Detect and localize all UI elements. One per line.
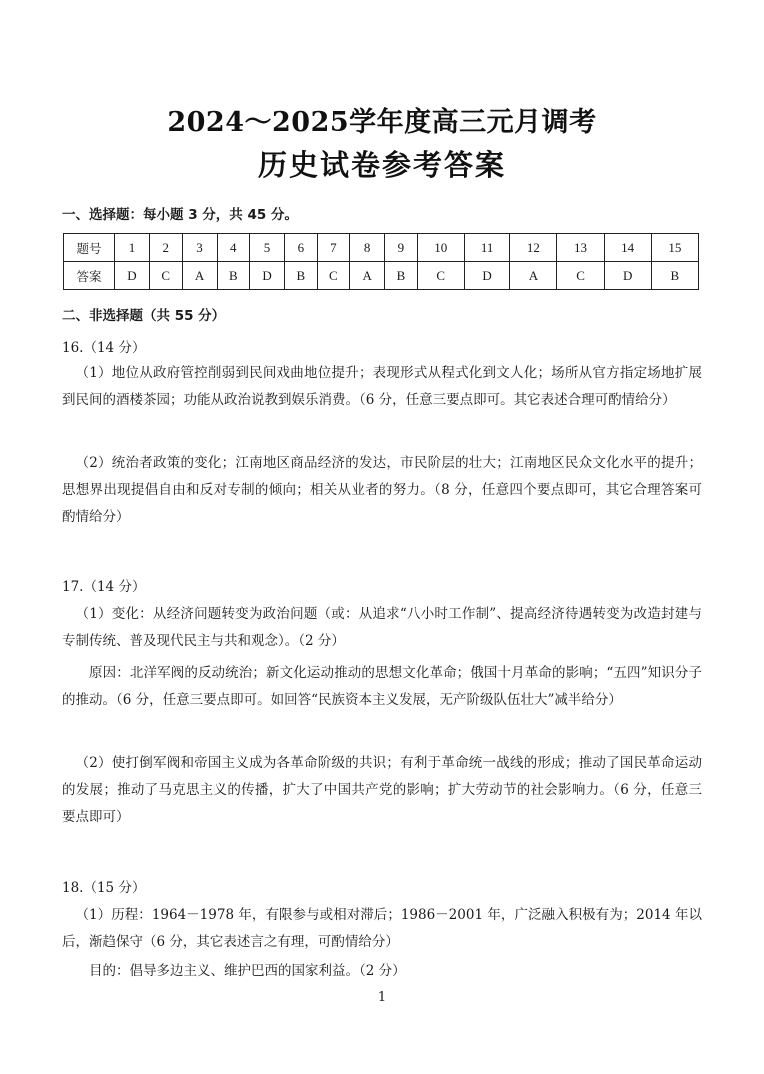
question-number: 2 xyxy=(149,234,182,262)
question-number: 9 xyxy=(385,234,418,262)
question-16-part-1: （1）地位从政府管控削弱到民间戏曲地位提升；表现形式从程式化到文人化；场所从官方指定场地扩展到民间的酒楼茶园；功能从政治说教到娱乐消费。（6 分，任意三要点即可。其它表述合理可酌情给分） xyxy=(62,365,702,408)
question-18-heading: 18.（15 分） xyxy=(62,880,146,896)
question-number: 6 xyxy=(285,234,318,262)
answer-cell: D xyxy=(464,262,510,290)
answer-cell: C xyxy=(317,262,350,290)
answer-cell: D xyxy=(604,262,651,290)
answer-cell: B xyxy=(651,262,698,290)
question-number: 15 xyxy=(651,234,698,262)
answer-cell: A xyxy=(182,262,217,290)
question-number: 10 xyxy=(417,234,464,262)
answer-row xyxy=(64,262,699,290)
answer-cell: B xyxy=(385,262,418,290)
answer-cell: C xyxy=(417,262,464,290)
answer-cell: C xyxy=(149,262,182,290)
question-18-part-1: （1）历程：1964－1978 年，有限参与或相对滞后；1986－2001 年，广泛融入积极有为；2014 年以后，渐趋保守（6 分，其它表述言之有理，可酌情给分） xyxy=(62,907,702,950)
answer-cell: D xyxy=(115,262,150,290)
question-number: 4 xyxy=(217,234,250,262)
question-number: 13 xyxy=(557,234,604,262)
question-number: 8 xyxy=(350,234,385,262)
question-17-heading: 17.（14 分） xyxy=(62,579,146,595)
row-header-number: 题号 xyxy=(64,234,115,262)
title-line-2: 历史试卷参考答案 xyxy=(257,148,506,182)
question-16-heading: 16.（14 分） xyxy=(62,340,146,356)
question-16-part-2: （2）统治者政策的变化；江南地区商品经济的发达，市民阶层的壮大；江南地区民众文化水平的提升；思想界出现提倡自由和反对专制的倾向；相关从业者的努力。（8 分，任意四个要点即可，其它合理答案可酌情给分） xyxy=(62,455,702,525)
answer-cell: A xyxy=(510,262,557,290)
question-number: 14 xyxy=(604,234,651,262)
question-number: 11 xyxy=(464,234,510,262)
question-17-part-1: （1）变化：从经济问题转变为政治问题（或：从追求“八小时工作制”、提高经济待遇转变为改造封建与专制传统、普及现代民主与共和观念）。（2 分） xyxy=(62,606,702,649)
question-number: 12 xyxy=(510,234,557,262)
question-number: 5 xyxy=(250,234,285,262)
question-number: 1 xyxy=(115,234,150,262)
answer-cell: B xyxy=(217,262,250,290)
section-1-heading: 一、选择题：每小题 3 分，共 45 分。 xyxy=(62,207,298,223)
question-number-row xyxy=(64,234,699,262)
page-number: 1 xyxy=(377,990,387,1005)
question-number: 3 xyxy=(182,234,217,262)
answer-cell: A xyxy=(350,262,385,290)
answer-cell: C xyxy=(557,262,604,290)
question-17-part-2: （2）使打倒军阀和帝国主义成为各革命阶级的共识；有利于革命统一战线的形成；推动了国民革命运动的发展；推动了马克思主义的传播，扩大了中国共产党的影响；扩大劳动节的社会影响力。（6 分，任意三要点即可） xyxy=(62,755,702,825)
answer-table xyxy=(63,233,699,290)
row-header-answer: 答案 xyxy=(64,262,115,290)
title-line-1: 2024～2025学年度高三元月调考 xyxy=(167,107,597,138)
question-18-part-1-purpose: 目的：倡导多边主义、维护巴西的国家利益。（2 分） xyxy=(89,963,406,979)
question-17-part-1-reason: 原因：北洋军阀的反动统治；新文化运动推动的思想文化革命；俄国十月革命的影响；“五四”知识分子的推动。（6 分，任意三要点即可。如回答“民族资本主义发展，无产阶级队伍壮大”减半给分） xyxy=(62,665,702,708)
section-2-heading: 二、非选择题（共 55 分） xyxy=(62,308,226,324)
question-number: 7 xyxy=(317,234,350,262)
answer-cell: D xyxy=(250,262,285,290)
answer-cell: B xyxy=(285,262,318,290)
